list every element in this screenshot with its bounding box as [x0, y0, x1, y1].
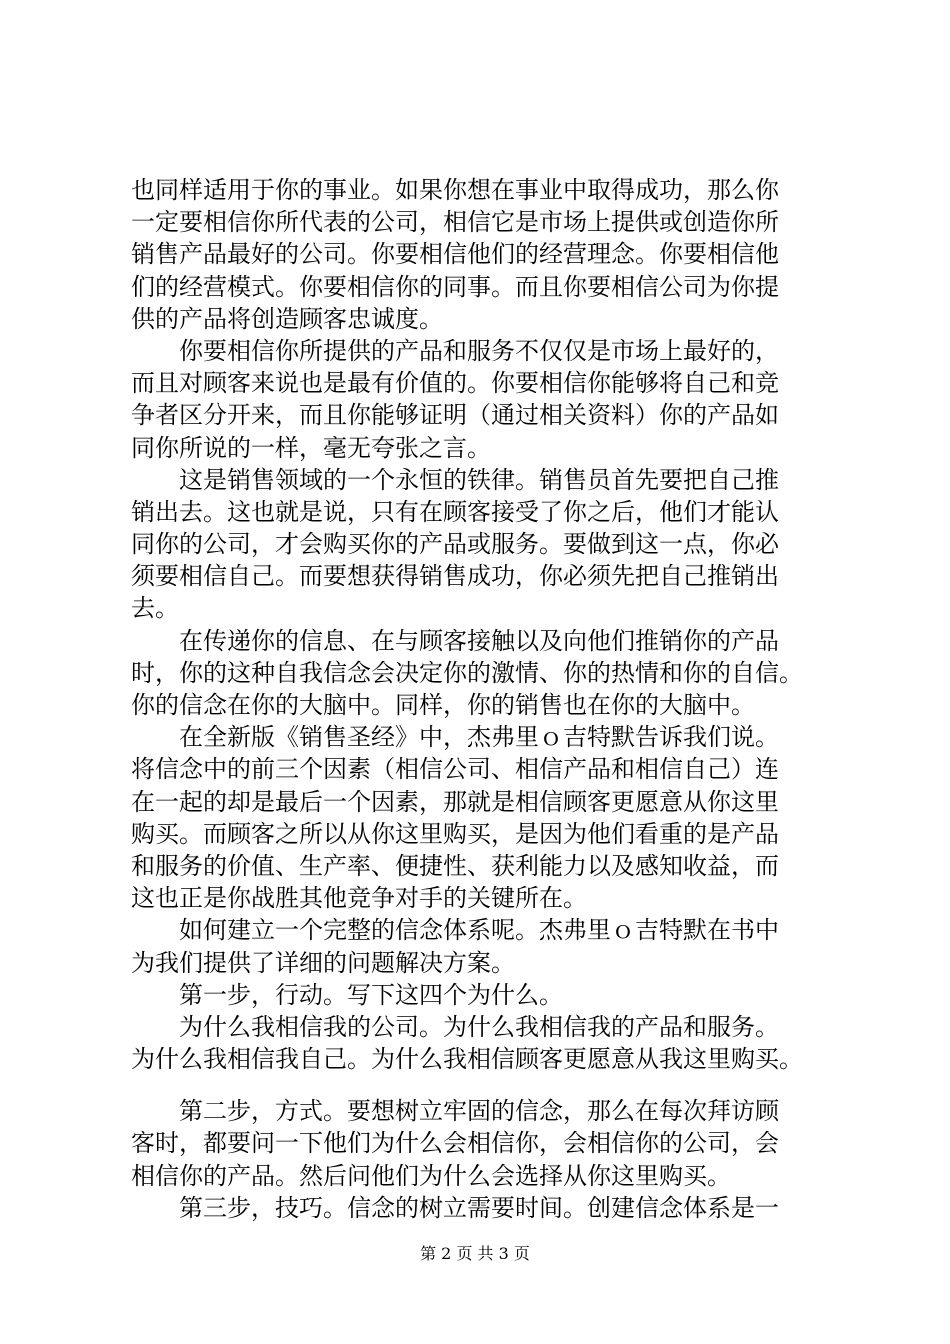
text-line: 将信念中的前三个因素（相信公司、相信产品和相信自己）连 — [131, 755, 779, 784]
text-line: 同你的公司，才会购买你的产品或服务。要做到这一点，你必 — [131, 530, 779, 559]
text-line: 为什么我相信我自己。为什么我相信顾客更愿意从我这里购买。 — [131, 1045, 803, 1074]
text-line: 销售产品最好的公司。你要相信他们的经营理念。你要相信他 — [131, 240, 779, 269]
text-line: 在传递你的信息、在与顾客接触以及向他们推销你的产品 — [131, 626, 779, 655]
text-line: 供的产品将创造顾客忠诚度。 — [131, 304, 443, 333]
text-line: 第三步，技巧。信念的树立需要时间。创建信念体系是一 — [131, 1193, 779, 1222]
text-line: 为什么我相信我的公司。为什么我相信我的产品和服务。 — [131, 1012, 779, 1041]
text-line: 为我们提供了详细的问题解决方案。 — [131, 948, 515, 977]
text-line: 一定要相信你所代表的公司，相信它是市场上提供或创造你所 — [131, 208, 779, 237]
text-line: 去。 — [131, 594, 179, 623]
body-text — [131, 174, 843, 1224]
text-line: 相信你的产品。然后问他们为什么会选择从你这里购买。 — [131, 1161, 731, 1190]
text-line: 而且对顾客来说也是最有价值的。你要相信你能够将自己和竞 — [131, 369, 779, 398]
text-line: 争者区分开来，而且你能够证明（通过相关资料）你的产品如 — [131, 401, 779, 430]
text-line: 在全新版《销售圣经》中，杰弗里ｏ吉特默告诉我们说。 — [131, 723, 779, 752]
text-line: 销出去。这也就是说，只有在顾客接受了你之后，他们才能认 — [131, 497, 779, 526]
text-line: 也同样适用于你的事业。如果你想在事业中取得成功，那么你 — [131, 176, 779, 204]
text-line: 和服务的价值、生产率、便捷性、获利能力以及感知收益，而 — [131, 851, 779, 880]
text-line: 客时，都要问一下他们为什么会相信你，会相信你的公司，会 — [131, 1129, 779, 1158]
text-line: 同你所说的一样，毫无夸张之言。 — [131, 433, 491, 462]
text-line: 第一步，行动。写下这四个为什么。 — [131, 980, 563, 1009]
text-line: 这是销售领域的一个永恒的铁律。销售员首先要把自己推 — [131, 465, 779, 494]
text-line: 这也正是你战胜其他竞争对手的关键所在。 — [131, 884, 587, 913]
text-line: 在一起的却是最后一个因素，那就是相信顾客更愿意从你这里 — [131, 787, 779, 816]
text-line: 须要相信自己。而要想获得销售成功，你必须先把自己推销出 — [131, 562, 779, 591]
text-line: 时，你的这种自我信念会决定你的激情、你的热情和你的自信。 — [131, 658, 803, 687]
text-line: 第二步，方式。要想树立牢固的信念，那么在每次拜访顾 — [131, 1097, 779, 1126]
text-line: 如何建立一个完整的信念体系呢。杰弗里ｏ吉特默在书中 — [131, 916, 779, 945]
page-footer: 第 2 页 共 3 页 — [420, 1244, 530, 1263]
text-line: 们的经营模式。你要相信你的同事。而且你要相信公司为你提 — [131, 272, 779, 301]
text-line: 你要相信你所提供的产品和服务不仅仅是市场上最好的， — [131, 336, 779, 365]
text-line: 你的信念在你的大脑中。同样，你的销售也在你的大脑中。 — [131, 691, 755, 719]
text-line: 购买。而顾客之所以从你这里购买，是因为他们看重的是产品 — [131, 819, 779, 848]
